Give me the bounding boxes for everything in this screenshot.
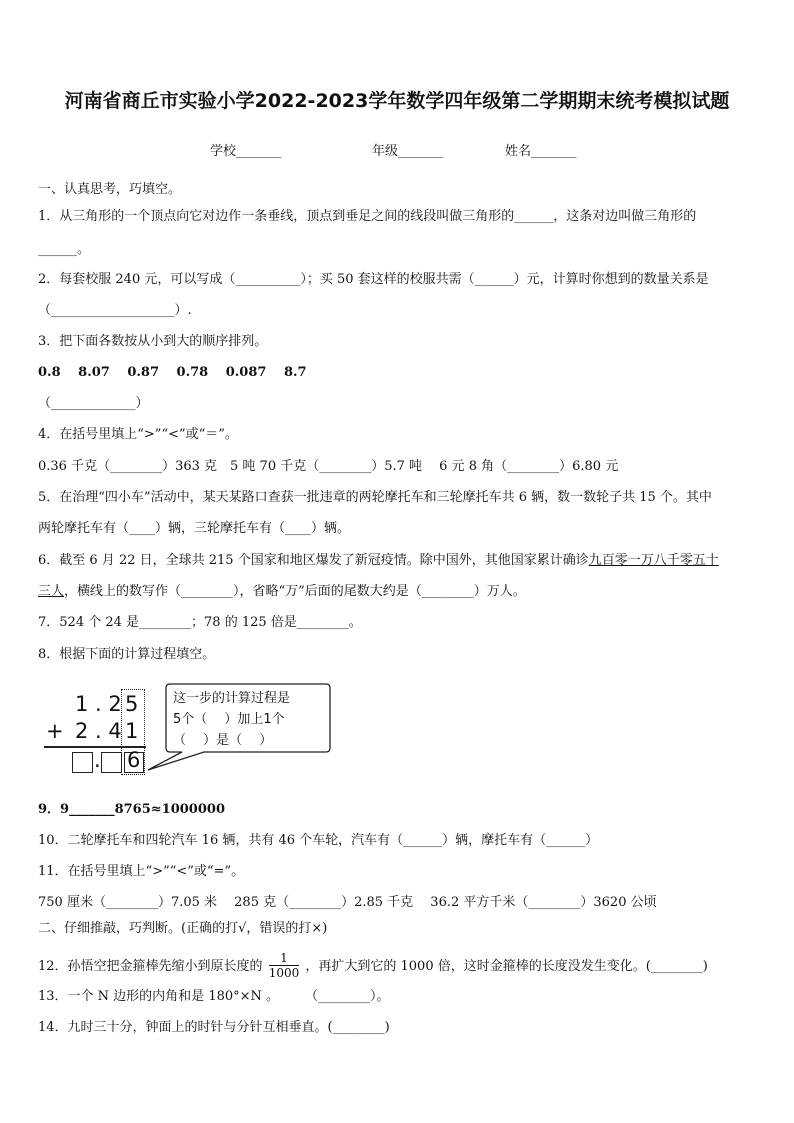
- section-2-heading: 二、仔细推敲，巧判断。(正确的打√，错误的打×): [38, 921, 328, 936]
- question-5-line2: 两轮摩托车有（____）辆，三轮摩托车有（____）辆。: [38, 521, 351, 536]
- question-8: 8．根据下面的计算过程填空。: [38, 647, 216, 662]
- question-14: 14．九时三十分，钟面上的时针与分针互相垂直。(________): [38, 1020, 390, 1035]
- fraction-denominator: 1000: [268, 966, 300, 980]
- q8-row1: 1 . 2: [75, 692, 122, 716]
- question-11-items: 750 厘米（________）7.05 米 285 克（________）2.85 千克 36.2 平方千米（________）3620 公顷: [38, 895, 657, 910]
- question-6-text: 6．截至 6 月 22 日，全球共 215 个国家和地区爆发了新冠疫情。除中国外，其他国家累计确诊: [38, 553, 589, 568]
- question-13: 13．一个 N 边形的内角和是 180°×N 。 （________）。: [38, 989, 390, 1004]
- grade-field[interactable]: 年级_______: [372, 144, 444, 159]
- question-6-line2: [38, 583, 526, 601]
- school-field[interactable]: 学校_______: [210, 144, 282, 159]
- page-title: 河南省商丘市实验小学2022-2023学年数学四年级第二学期期末统考模拟试题: [64, 90, 730, 112]
- question-1-line1: 1．从三角形的一个顶点向它对边作一条垂线，顶点到垂足之间的线段叫做三角形的______，这条对边叫做三角形的: [38, 209, 697, 224]
- q8-row2: 2 . 4: [75, 719, 122, 743]
- question-4-items: 0.36 千克（________）363 克 5 吨 70 千克（________）5.7 吨 6 元 8 角（________）6.80 元: [38, 459, 619, 474]
- q8-bubble-line2: 5个（ ）加上1个: [173, 712, 285, 727]
- question-3-blank: （_____________）: [38, 396, 149, 411]
- q8-answer-box-ones[interactable]: [72, 752, 93, 773]
- question-12: [38, 952, 708, 981]
- question-12-fraction: [269, 951, 300, 980]
- q8-answer-box-tenths[interactable]: [101, 752, 122, 773]
- question-11: 11．在括号里填上“>”“<”或“=”。: [38, 864, 245, 879]
- q8-bubble-line1: 这一步的计算过程是: [173, 691, 291, 706]
- q8-result-dot: .: [94, 748, 101, 772]
- question-5-line1: 5．在治理“四小车”活动中，某天某路口查获一批违章的两轮摩托车和三轮摩托车共 6 辆，数一数轮子共 15 个。其中: [38, 490, 712, 505]
- question-6-line1: [38, 552, 719, 570]
- question-12-text-end: ，再扩大到它的 1000 倍，这时金箍棒的长度没发生变化。(________): [305, 959, 708, 974]
- section-1-heading: 一、认真思考，巧填空。: [38, 182, 182, 197]
- question-3-numbers: 0.8 8.07 0.87 0.78 0.087 8.7: [38, 365, 307, 380]
- question-4: 4．在括号里填上“>”“<”或“＝”。: [38, 427, 238, 442]
- question-2-line1: 2．每套校服 240 元，可以写成（__________）；买 50 套这样的校服共需（______）元，计算时你想到的数量关系是: [38, 272, 709, 287]
- q8-bubble-line3: （ ）是（ ）: [173, 733, 273, 748]
- question-10: 10．二轮摩托车和四轮汽车 16 辆，共有 46 个车轮，汽车有（______）辆，摩托车有（______）: [38, 833, 599, 848]
- question-6-underlined-number: 九百零一万八千零五十: [588, 553, 719, 568]
- q8-row1-digit: 5: [125, 692, 139, 716]
- question-12-text: 12．孙悟空把金箍棒先缩小到原长度的: [38, 959, 263, 974]
- fraction-numerator: 1: [269, 951, 300, 966]
- name-field[interactable]: 姓名_______: [505, 144, 577, 159]
- question-9: 9．9_______8765≈1000000: [38, 802, 225, 817]
- question-7: 7．524 个 24 是________；78 的 125 倍是________。: [38, 615, 362, 630]
- question-6-underlined-number-end: 三人: [38, 584, 65, 599]
- question-1-line2: ______。: [38, 242, 91, 257]
- q8-row2-digit: 1: [125, 719, 139, 743]
- q8-result-digit: 6: [127, 748, 141, 772]
- question-2-line2: （___________________）.: [38, 303, 192, 318]
- question-3: 3．把下面各数按从小到大的顺序排列。: [38, 334, 268, 349]
- question-6-text-end: ，横线上的数写作（________），省略“万”后面的尾数大约是（________）万人。: [64, 584, 526, 599]
- q8-plus-sign: +: [46, 719, 64, 743]
